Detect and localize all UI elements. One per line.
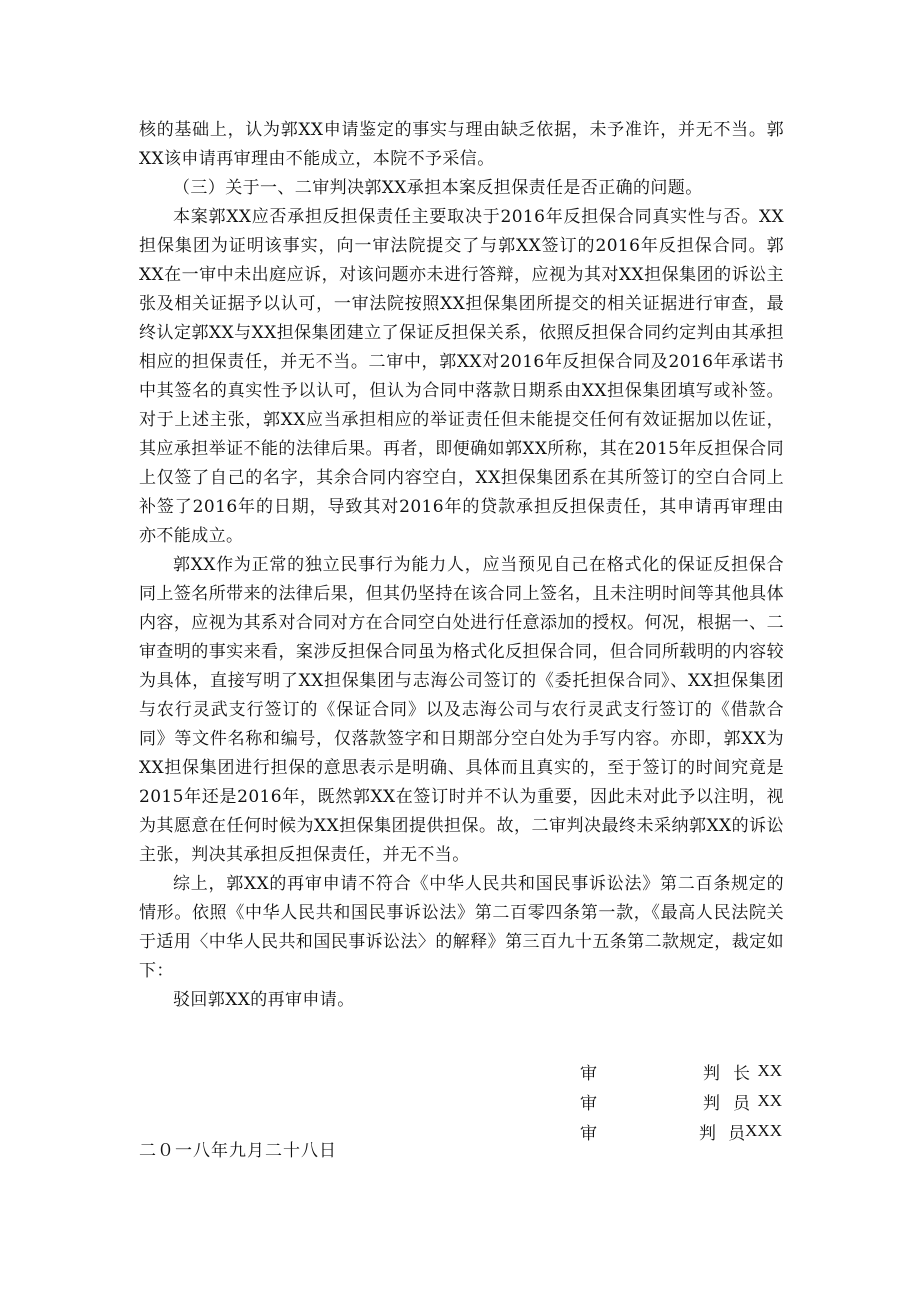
- signature-char: 判: [703, 1093, 720, 1114]
- signature-char: 长: [733, 1063, 750, 1084]
- signature-block: [580, 1056, 782, 1146]
- ruling-paragraph: 驳回郭XX的再审申请。: [173, 990, 355, 1010]
- signature-name: XX: [757, 1091, 782, 1110]
- signature-row-judge: [580, 1086, 782, 1116]
- signature-char: 审: [580, 1093, 597, 1114]
- paragraph: 核的基础上，认为郭XX申请鉴定的事实与理由缺乏依据，未予准许，并无不当。郭XX该申请再审理由不能成立，本院不予采信。: [139, 120, 784, 169]
- conclusion-paragraph: 综上，郭XX的再审申请不符合《中华人民共和国民事诉讼法》第二百条规定的情形。依照《中华人民共和国民事诉讼法》第二百零四条第一款，《最高人民法院关于适用〈中华人民共和国民事诉讼法〉的解释》第三百九十五条第二款规定，裁定如下：: [139, 874, 784, 981]
- signature-char: 员: [733, 1093, 750, 1114]
- signature-char: 判: [699, 1123, 717, 1144]
- signature-row-presiding-judge: [580, 1056, 782, 1086]
- paragraph: 郭XX作为正常的独立民事行为能力人，应当预见自己在格式化的保证反担保合同上签名所带来的法律后果，但其仍坚持在该合同上签名，且未注明时间等其他具体内容，应视为其系对合同对方在合同空白处进行任意添加的授权。何况，根据一、二审查明的事实来看，案涉反担保合同虽为格式化反担保合同，但合同所载明的内容较为具体，直接写明了XX担保集团与志海公司签订的《委托担保合同》、XX担保集团与农行灵武支行签订的《保证合同》以及志海公司与农行灵武支行签订的《借款合同》等文件名称和编号，仅落款签字和日期部分空白处为手写内容。亦即，郭XX为XX担保集团进行担保的意思表示是明确、具体而且真实的，至于签订的时间究竟是2015年还是2016年，既然郭XX在签订时并不认为重要，因此未对此予以注明，视为其愿意在任何时候为XX担保集团提供担保。故，二审判决最终未采纳郭XX的诉讼主张，判决其承担反担保责任，并无不当。: [139, 555, 784, 865]
- signature-char: 员: [728, 1123, 746, 1144]
- signature-char: 审: [580, 1063, 597, 1084]
- signature-char: 判: [703, 1063, 720, 1084]
- ruling-date: 二０一八年九月二十八日: [139, 1141, 337, 1161]
- ruling-body: [139, 116, 784, 1015]
- paragraph: 本案郭XX应否承担反担保责任主要取决于2016年反担保合同真实性与否。XX担保集团为证明该事实，向一审法院提交了与郭XX签订的2016年反担保合同。郭XX在一审中未出庭应诉，对该问题亦未进行答辩，应视为其对XX担保集团的诉讼主张及相关证据予以认可，一审法院按照XX担保集团所提交的相关证据进行审查，最终认定郭XX与XX担保集团建立了保证反担保关系，依照反担保合同约定判由其承担相应的担保责任，并无不当。二审中，郭XX对2016年反担保合同及2016年承诺书中其签名的真实性予以认可，但认为合同中落款日期系由XX担保集团填写或补签。对于上述主张，郭XX应当承担相应的举证责任但未能提交任何有效证据加以佐证，其应承担举证不能的法律后果。再者，即便确如郭XX所称，其在2015年反担保合同上仅签了自己的名字，其余合同内容空白，XX担保集团系在其所签订的空白合同上补签了2016年的日期，导致其对2016年的贷款承担反担保责任，其申请再审理由亦不能成立。: [139, 207, 784, 546]
- signature-char: 审: [580, 1123, 597, 1144]
- section-heading: （三）关于一、二审判决郭XX承担本案反担保责任是否正确的问题。: [173, 178, 703, 198]
- signature-name: XXX: [745, 1121, 782, 1140]
- signature-row-judge: [580, 1116, 782, 1146]
- signature-name: XX: [757, 1061, 782, 1080]
